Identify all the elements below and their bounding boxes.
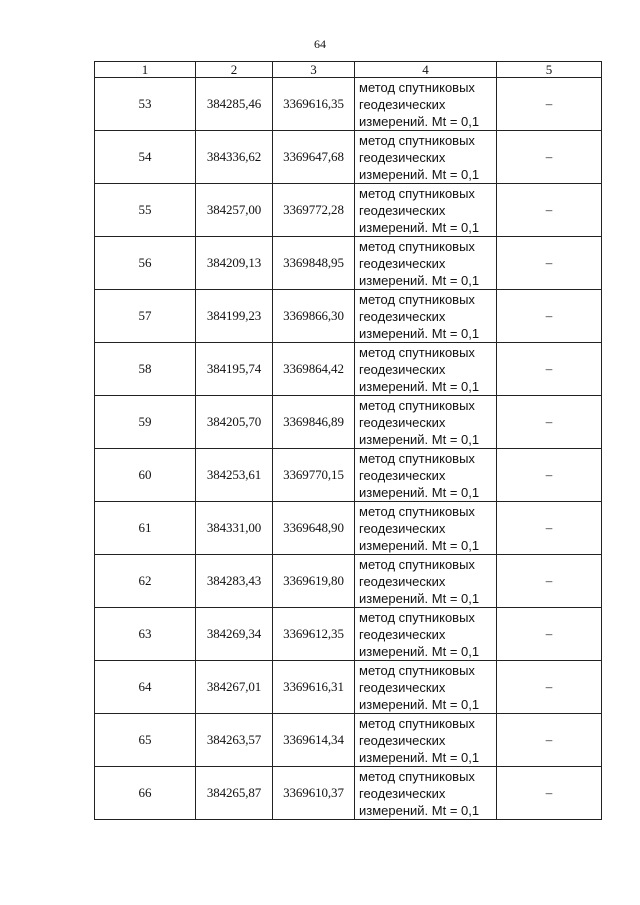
method-line-2: геодезических xyxy=(359,361,446,377)
point-number: 65 xyxy=(95,714,196,767)
table-body xyxy=(95,78,602,820)
coordinate-y: 3369866,30 xyxy=(273,290,355,343)
method-line-3: измерений. Mt = 0,1 xyxy=(359,802,480,818)
note-cell: – xyxy=(497,290,602,343)
column-header-4: 4 xyxy=(355,62,497,78)
method-line-3: измерений. Mt = 0,1 xyxy=(359,590,480,606)
method-line-2: геодезических xyxy=(359,414,446,430)
method-description xyxy=(355,714,497,767)
method-description xyxy=(355,343,497,396)
coordinate-x: 384199,23 xyxy=(196,290,273,343)
method-line-1: метод спутниковых xyxy=(359,556,475,572)
note-cell: – xyxy=(497,449,602,502)
coordinate-y: 3369846,89 xyxy=(273,396,355,449)
point-number: 62 xyxy=(95,555,196,608)
table-row xyxy=(95,555,602,608)
method-line-1: метод спутниковых xyxy=(359,344,475,360)
method-line-3: измерений. Mt = 0,1 xyxy=(359,749,480,765)
point-number: 58 xyxy=(95,343,196,396)
method-description xyxy=(355,502,497,555)
note-cell: – xyxy=(497,502,602,555)
coordinate-x: 384253,61 xyxy=(196,449,273,502)
point-number: 64 xyxy=(95,661,196,714)
method-line-3: измерений. Mt = 0,1 xyxy=(359,378,480,394)
point-number: 56 xyxy=(95,237,196,290)
column-header-2: 2 xyxy=(196,62,273,78)
note-cell: – xyxy=(497,184,602,237)
coordinate-y: 3369772,28 xyxy=(273,184,355,237)
coordinate-x: 384205,70 xyxy=(196,396,273,449)
method-description xyxy=(355,396,497,449)
column-header-1: 1 xyxy=(95,62,196,78)
table-row xyxy=(95,714,602,767)
method-line-2: геодезических xyxy=(359,308,446,324)
method-description xyxy=(355,131,497,184)
table-row xyxy=(95,78,602,131)
point-number: 59 xyxy=(95,396,196,449)
page-number: 64 xyxy=(314,37,326,51)
method-line-3: измерений. Mt = 0,1 xyxy=(359,643,480,659)
method-line-2: геодезических xyxy=(359,732,446,748)
point-number: 54 xyxy=(95,131,196,184)
coordinate-y: 3369614,34 xyxy=(273,714,355,767)
coordinate-y: 3369619,80 xyxy=(273,555,355,608)
column-header-3: 3 xyxy=(273,62,355,78)
method-line-3: измерений. Mt = 0,1 xyxy=(359,325,480,341)
coordinate-x: 384269,34 xyxy=(196,608,273,661)
note-cell: – xyxy=(497,608,602,661)
table-row xyxy=(95,608,602,661)
coordinate-y: 3369647,68 xyxy=(273,131,355,184)
method-line-1: метод спутниковых xyxy=(359,609,475,625)
method-line-2: геодезических xyxy=(359,679,446,695)
method-line-3: измерений. Mt = 0,1 xyxy=(359,113,480,129)
method-line-3: измерений. Mt = 0,1 xyxy=(359,537,480,553)
table-row xyxy=(95,237,602,290)
coordinate-x: 384257,00 xyxy=(196,184,273,237)
method-line-3: измерений. Mt = 0,1 xyxy=(359,219,480,235)
method-line-3: измерений. Mt = 0,1 xyxy=(359,696,480,712)
coordinate-y: 3369610,37 xyxy=(273,767,355,820)
method-line-2: геодезических xyxy=(359,626,446,642)
table-row xyxy=(95,502,602,555)
coordinate-y: 3369648,90 xyxy=(273,502,355,555)
method-line-2: геодезических xyxy=(359,149,446,165)
note-cell: – xyxy=(497,396,602,449)
method-description xyxy=(355,184,497,237)
method-line-2: геодезических xyxy=(359,467,446,483)
table-row xyxy=(95,343,602,396)
note-cell: – xyxy=(497,343,602,396)
coordinate-x: 384267,01 xyxy=(196,661,273,714)
method-line-1: метод спутниковых xyxy=(359,503,475,519)
method-line-3: измерений. Mt = 0,1 xyxy=(359,272,480,288)
method-line-1: метод спутниковых xyxy=(359,662,475,678)
method-description xyxy=(355,449,497,502)
coordinate-x: 384285,46 xyxy=(196,78,273,131)
coordinate-x: 384336,62 xyxy=(196,131,273,184)
point-number: 61 xyxy=(95,502,196,555)
method-line-1: метод спутниковых xyxy=(359,450,475,466)
coordinate-y: 3369612,35 xyxy=(273,608,355,661)
method-line-2: геодезических xyxy=(359,96,446,112)
coordinate-x: 384265,87 xyxy=(196,767,273,820)
point-number: 55 xyxy=(95,184,196,237)
note-cell: – xyxy=(497,767,602,820)
note-cell: – xyxy=(497,237,602,290)
method-line-1: метод спутниковых xyxy=(359,397,475,413)
method-line-3: измерений. Mt = 0,1 xyxy=(359,166,480,182)
point-number: 63 xyxy=(95,608,196,661)
method-line-1: метод спутниковых xyxy=(359,715,475,731)
coordinate-x: 384263,57 xyxy=(196,714,273,767)
method-line-2: геодезических xyxy=(359,520,446,536)
coordinate-x: 384331,00 xyxy=(196,502,273,555)
table-row xyxy=(95,184,602,237)
note-cell: – xyxy=(497,131,602,184)
coordinates-table xyxy=(94,61,602,820)
point-number: 66 xyxy=(95,767,196,820)
note-cell: – xyxy=(497,555,602,608)
method-line-1: метод спутниковых xyxy=(359,238,475,254)
point-number: 57 xyxy=(95,290,196,343)
table-row xyxy=(95,131,602,184)
coordinate-x: 384209,13 xyxy=(196,237,273,290)
method-description xyxy=(355,608,497,661)
method-description xyxy=(355,767,497,820)
method-description xyxy=(355,237,497,290)
table-row xyxy=(95,290,602,343)
method-line-1: метод спутниковых xyxy=(359,185,475,201)
note-cell: – xyxy=(497,661,602,714)
method-description xyxy=(355,290,497,343)
note-cell: – xyxy=(497,714,602,767)
method-line-2: геодезических xyxy=(359,255,446,271)
coordinate-x: 384283,43 xyxy=(196,555,273,608)
coordinate-x: 384195,74 xyxy=(196,343,273,396)
table-header-row xyxy=(95,62,602,78)
coordinate-y: 3369848,95 xyxy=(273,237,355,290)
note-cell: – xyxy=(497,78,602,131)
method-line-1: метод спутниковых xyxy=(359,132,475,148)
method-line-3: измерений. Mt = 0,1 xyxy=(359,484,480,500)
method-description xyxy=(355,78,497,131)
method-line-1: метод спутниковых xyxy=(359,768,475,784)
coordinate-y: 3369616,31 xyxy=(273,661,355,714)
method-line-3: измерений. Mt = 0,1 xyxy=(359,431,480,447)
method-line-1: метод спутниковых xyxy=(359,291,475,307)
column-header-5: 5 xyxy=(497,62,602,78)
method-line-2: геодезических xyxy=(359,573,446,589)
point-number: 60 xyxy=(95,449,196,502)
coordinate-y: 3369770,15 xyxy=(273,449,355,502)
table-row xyxy=(95,767,602,820)
method-description xyxy=(355,555,497,608)
coordinate-y: 3369616,35 xyxy=(273,78,355,131)
method-description xyxy=(355,661,497,714)
point-number: 53 xyxy=(95,78,196,131)
method-line-2: геодезических xyxy=(359,785,446,801)
coordinate-y: 3369864,42 xyxy=(273,343,355,396)
table-row xyxy=(95,661,602,714)
method-line-1: метод спутниковых xyxy=(359,79,475,95)
table-row xyxy=(95,449,602,502)
method-line-2: геодезических xyxy=(359,202,446,218)
table-row xyxy=(95,396,602,449)
